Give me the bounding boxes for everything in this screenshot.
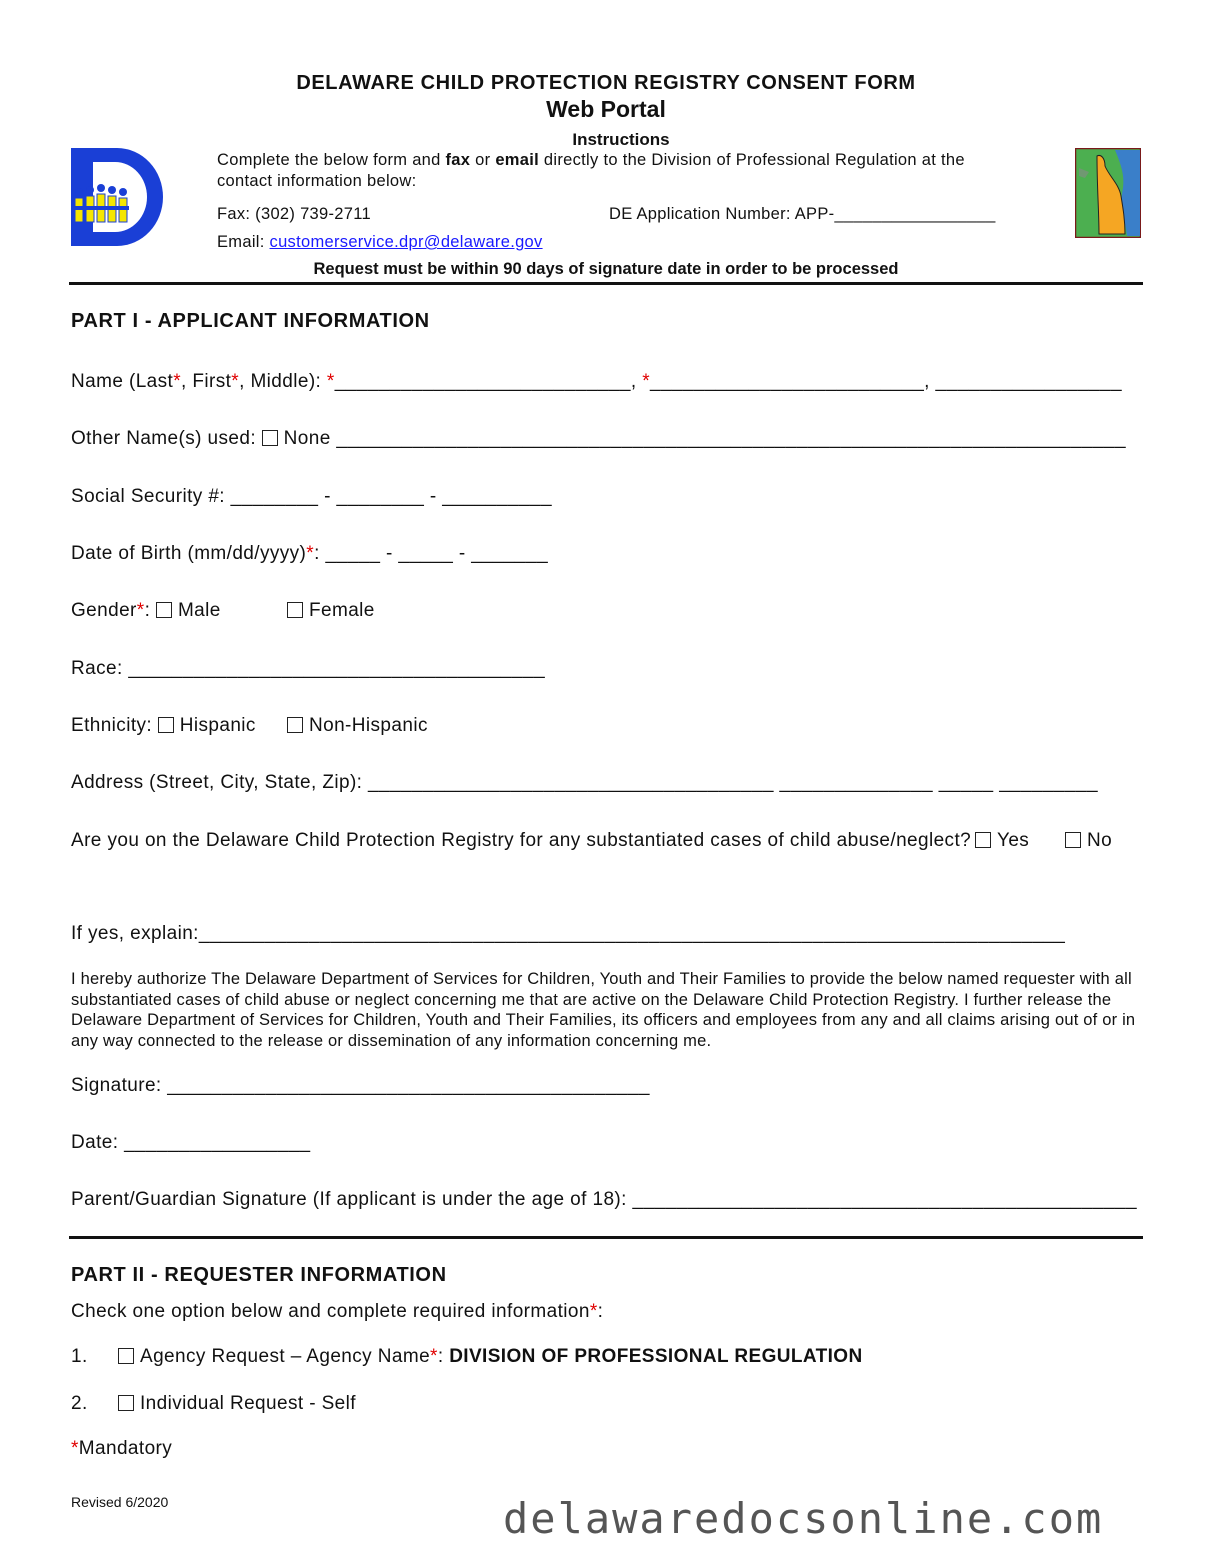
gender-field <box>71 600 221 622</box>
delaware-d-logo-icon <box>71 148 165 251</box>
individual-request-option[interactable] <box>118 1393 356 1415</box>
ethnicity-label: Ethnicity: <box>71 715 158 736</box>
processing-notice: Request must be within 90 days of signature date in order to be processed <box>313 260 899 278</box>
first-middle-name-input[interactable]: _________________________, _________________ <box>649 371 1122 392</box>
female-label: Female <box>309 600 375 621</box>
instructions-fax-word: fax <box>445 151 471 169</box>
required-asterisk: * <box>71 1438 79 1459</box>
email-link[interactable]: customerservice.dpr@delaware.gov <box>269 233 543 251</box>
instructions-heading: Instructions <box>572 130 670 149</box>
required-asterisk: * <box>231 371 240 392</box>
instructions-line-1 <box>217 151 965 170</box>
yes-option[interactable] <box>975 830 1029 852</box>
required-asterisk: * <box>642 371 650 392</box>
form-title: DELAWARE CHILD PROTECTION REGISTRY CONSENT FORM <box>296 72 916 94</box>
instructions-or-word: or <box>470 151 496 169</box>
option-1-number: 1. <box>71 1346 88 1367</box>
agency-colon: : <box>437 1346 450 1367</box>
required-asterisk: * <box>136 600 145 621</box>
form-subtitle: Web Portal <box>546 96 666 122</box>
name-label-first: , First <box>181 371 232 392</box>
none-checkbox[interactable] <box>262 430 278 446</box>
required-asterisk: * <box>326 371 335 392</box>
hispanic-label: Hispanic <box>179 715 256 736</box>
dob-label: Date of Birth (mm/dd/yyyy) <box>71 543 307 564</box>
non-hispanic-checkbox[interactable] <box>287 717 303 733</box>
hispanic-checkbox[interactable] <box>158 717 174 733</box>
male-checkbox[interactable] <box>156 602 172 618</box>
no-label: No <box>1087 830 1113 851</box>
dob-field[interactable] <box>71 543 548 565</box>
other-names-field[interactable] <box>71 428 1126 450</box>
name-label: Name (Last <box>71 371 174 392</box>
guardian-signature-field[interactable]: Parent/Guardian Signature (If applicant is under the age of 18): ______________________________________________ <box>71 1189 1137 1210</box>
race-field[interactable]: Race: ______________________________________ <box>71 658 546 679</box>
registry-question: Are you on the Delaware Child Protection Registry for any substantiated cases of child abuse/neglect? <box>71 830 972 851</box>
individual-request-label: Individual Request - Self <box>140 1393 356 1414</box>
ethnicity-field <box>71 715 256 737</box>
part1-heading: PART I - APPLICANT INFORMATION <box>71 310 430 332</box>
dob-input[interactable]: : _____ - _____ - _______ <box>314 543 549 564</box>
fax-number: Fax: (302) 739-2711 <box>217 205 371 223</box>
instructions-text: Complete the below form and <box>217 151 446 169</box>
yes-checkbox[interactable] <box>975 832 991 848</box>
required-asterisk: * <box>430 1346 438 1367</box>
gender-label: Gender <box>71 600 137 621</box>
male-label: Male <box>177 600 221 621</box>
watermark: delawaredocsonline.com <box>503 1494 1104 1543</box>
signature-field[interactable]: Signature: ____________________________________________ <box>71 1075 650 1096</box>
explain-field[interactable]: If yes, explain:_______________________________________________________________________________ <box>71 923 1066 944</box>
last-name-input[interactable]: ___________________________, <box>334 371 643 392</box>
check-option-label: Check one option below and complete required information <box>71 1301 590 1322</box>
agency-name-value: DIVISION OF PROFESSIONAL REGULATION <box>449 1346 863 1367</box>
authorization-paragraph: I hereby authorize The Delaware Department of Services for Children, Youth and Their Families to provide the below named requester with all substantiated cases of child abuse or neglect concerning me that are active on the Delaware Child Protection Registry. I further release the Delaware Department of Services for Children, Youth and Their Families, its officers and employees from any and all claims arising out of or in any way connected to the release or dissemination of any information concerning me. <box>71 970 1136 1050</box>
no-checkbox[interactable] <box>1065 832 1081 848</box>
female-checkbox[interactable] <box>287 602 303 618</box>
required-asterisk: * <box>173 371 181 392</box>
required-asterisk: * <box>306 543 315 564</box>
agency-request-label: Agency Request – Agency Name <box>140 1346 431 1367</box>
required-asterisk: * <box>589 1301 598 1322</box>
yes-label: Yes <box>997 830 1030 851</box>
female-option[interactable] <box>287 600 375 622</box>
gender-colon: : <box>144 600 156 621</box>
part2-heading: PART II - REQUESTER INFORMATION <box>71 1264 447 1286</box>
option-2-number: 2. <box>71 1393 88 1414</box>
delaware-state-map-icon <box>1075 148 1141 243</box>
address-field[interactable]: Address (Street, City, State, Zip): _____________________________________ ______________ _____ _________ <box>71 772 1098 793</box>
instructions-text-end: directly to the Division of Professional Regulation at the <box>539 151 965 169</box>
agency-request-checkbox[interactable] <box>118 1348 134 1364</box>
mandatory-note <box>71 1438 172 1460</box>
other-names-label: Other Name(s) used: <box>71 428 262 449</box>
non-hispanic-label: Non-Hispanic <box>309 715 428 736</box>
divider-top <box>69 282 1143 285</box>
name-field[interactable] <box>71 371 1122 393</box>
instructions-line-2: contact information below: <box>217 172 417 190</box>
date-field[interactable]: Date: _________________ <box>71 1132 311 1153</box>
application-number-field[interactable]: DE Application Number: APP-_________________ <box>609 205 996 223</box>
non-hispanic-option[interactable] <box>287 715 428 737</box>
check-option-colon: : <box>597 1301 604 1322</box>
email-line <box>217 233 543 252</box>
divider-middle <box>69 1236 1143 1239</box>
ssn-field[interactable]: Social Security #: ________ - ________ - __________ <box>71 486 552 507</box>
individual-request-checkbox[interactable] <box>118 1395 134 1411</box>
agency-request-option[interactable] <box>118 1346 863 1368</box>
mandatory-label: Mandatory <box>78 1438 173 1459</box>
other-names-input[interactable]: None ________________________________________________________________________ <box>283 428 1126 449</box>
check-option-instruction <box>71 1301 603 1323</box>
email-label: Email: <box>217 233 270 251</box>
name-label-middle: , Middle): <box>239 371 327 392</box>
no-option[interactable] <box>1065 830 1112 852</box>
instructions-email-word: email <box>495 151 540 169</box>
revision-date: Revised 6/2020 <box>71 1494 169 1510</box>
